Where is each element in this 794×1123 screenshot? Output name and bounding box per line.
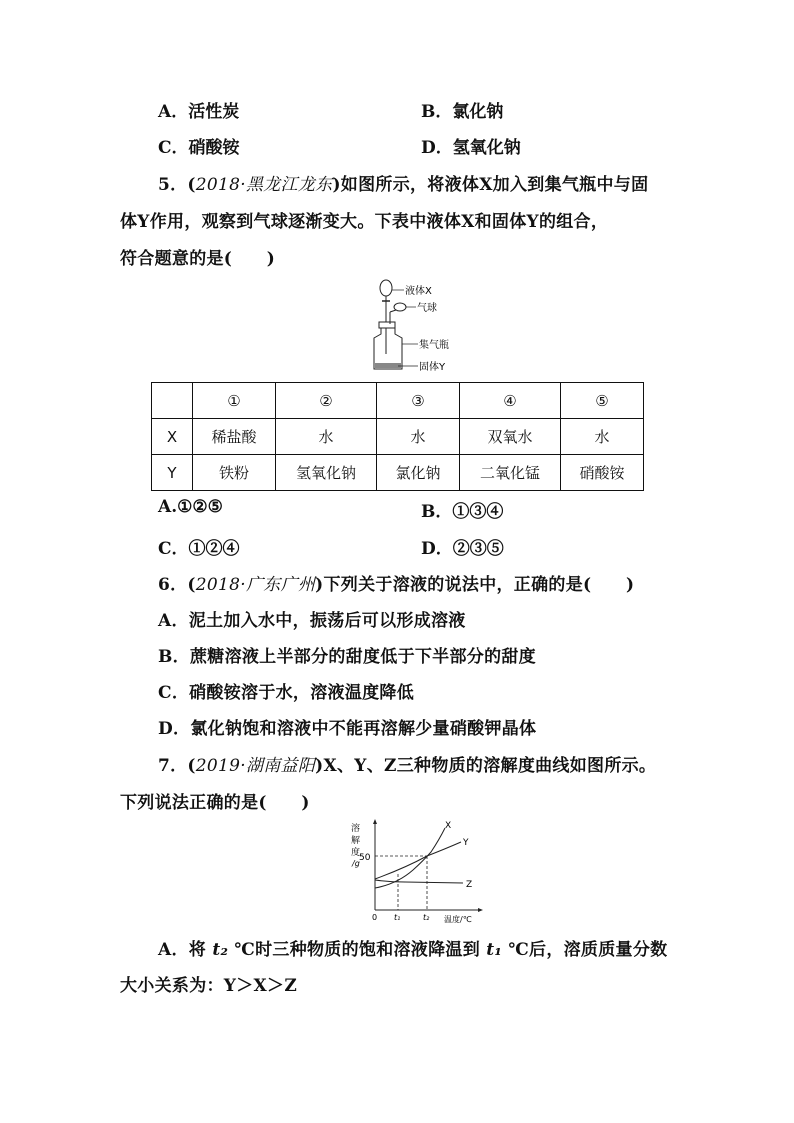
table-cell: ② (276, 383, 377, 419)
table-cell (152, 383, 193, 419)
table-cell: 水 (561, 419, 644, 455)
y-axis-arrow (373, 819, 377, 824)
table-cell: 氢氧化钠 (276, 455, 377, 491)
curve-label-x: X (445, 821, 452, 831)
label-bottle: 集气瓶 (419, 340, 449, 351)
table-cell: 氯化钠 (377, 455, 460, 491)
x-tick-t1: t₁ (394, 913, 401, 922)
table-cell: 双氧水 (460, 419, 561, 455)
q7-line1-text: )X、Y、Z三种物质的溶解度曲线如图所示。 (315, 756, 657, 776)
table-cell: ① (193, 383, 276, 419)
curve-label-z: Z (466, 880, 473, 890)
q5-option-c: C．①②④ (158, 539, 240, 559)
table-cell: Y (152, 455, 193, 491)
table-cell: ⑤ (561, 383, 644, 419)
q7-a-text-1: A．将 (158, 940, 213, 960)
table-cell: ④ (460, 383, 561, 419)
q7-stem-line1 (158, 751, 656, 776)
curve-label-y: Y (463, 838, 469, 848)
solubility-graph (345, 818, 485, 926)
table-cell: 二氧化锰 (460, 455, 561, 491)
q4-option-c: C．硝酸铵 (158, 138, 240, 158)
q7-a-t1: t₁ (486, 940, 503, 960)
q6-stem (158, 570, 634, 595)
q6-source: 2018·广东广州 (195, 575, 316, 595)
q7-option-a-line1 (158, 935, 667, 960)
x-axis-arrow (478, 908, 483, 912)
q5-source: 2018·黑龙江龙东 (195, 175, 333, 195)
q5-number: 5．( (158, 175, 196, 195)
table-row-y (152, 455, 644, 491)
q6-option-d: D．氯化钠饱和溶液中不能再溶解少量硝酸钾晶体 (158, 719, 537, 739)
q5-apparatus-figure (360, 276, 470, 376)
q7-a-text-2: ℃时三种物质的饱和溶液降温到 (228, 940, 487, 960)
table-row-x (152, 419, 644, 455)
q5-stem-line3: 符合题意的是( ) (120, 249, 276, 269)
q7-a-t2: t₂ (212, 940, 229, 960)
table-cell: 硝酸铵 (561, 455, 644, 491)
curve-x (375, 828, 445, 888)
q5-line1-text: )如图所示，将液体X加入到集气瓶中与固 (332, 175, 649, 195)
x-tick-t2: t₂ (423, 913, 430, 922)
table-cell: 铁粉 (193, 455, 276, 491)
q5-option-d: D．②③⑤ (421, 539, 504, 559)
curve-y (375, 842, 461, 879)
q4-option-d: D．氢氧化钠 (421, 138, 521, 158)
q4-option-a: A．活性炭 (158, 102, 240, 122)
table-header-row (152, 383, 644, 419)
q6-option-a: A．泥土加入水中，振荡后可以形成溶液 (158, 611, 466, 631)
q7-source: 2019·湖南益阳 (195, 756, 316, 776)
ylabel-unit: /g (352, 859, 360, 868)
q7-stem-line2: 下列说法正确的是( ) (120, 793, 310, 813)
q4-option-b: B．氯化钠 (421, 102, 504, 122)
table-cell: 水 (377, 419, 460, 455)
curve-z (375, 880, 463, 883)
q6-option-b: B．蔗糖溶液上半部分的甜度低于下半部分的甜度 (158, 647, 536, 667)
y-tick-50: 50 (359, 853, 371, 863)
q5-option-b: B．①③④ (421, 502, 504, 522)
x-tick-0: 0 (372, 913, 378, 922)
q5-stem-line1 (158, 170, 648, 195)
q7-option-a-line2: 大小关系为：Y＞X＞Z (120, 976, 298, 996)
q6-stem-text: )下列关于溶液的说法中，正确的是( ) (315, 575, 635, 595)
table-cell: 稀盐酸 (193, 419, 276, 455)
q5-option-a: A.①②⑤ (158, 497, 223, 517)
table-cell: X (152, 419, 193, 455)
table-cell: 水 (276, 419, 377, 455)
ylabel-char-1: 溶 (351, 824, 361, 834)
label-liquid-x: 液体X (405, 286, 432, 297)
label-solid-y: 固体Y (419, 362, 446, 373)
table-cell: ③ (377, 383, 460, 419)
q5-table (151, 382, 644, 491)
q7-a-text-3: ℃后，溶质质量分数 (502, 940, 668, 960)
q6-option-c: C．硝酸铵溶于水，溶液温度降低 (158, 683, 415, 703)
label-balloon: 气球 (417, 303, 437, 314)
ylabel-char-3: 度 (351, 848, 361, 858)
q6-number: 6．( (158, 575, 196, 595)
x-axis-label: 温度/℃ (444, 915, 472, 924)
q7-number: 7．( (158, 756, 196, 776)
q5-stem-line2: 体Y作用，观察到气球逐渐变大。下表中液体X和固体Y的组合， (120, 212, 609, 232)
ylabel-char-2: 解 (351, 836, 361, 846)
